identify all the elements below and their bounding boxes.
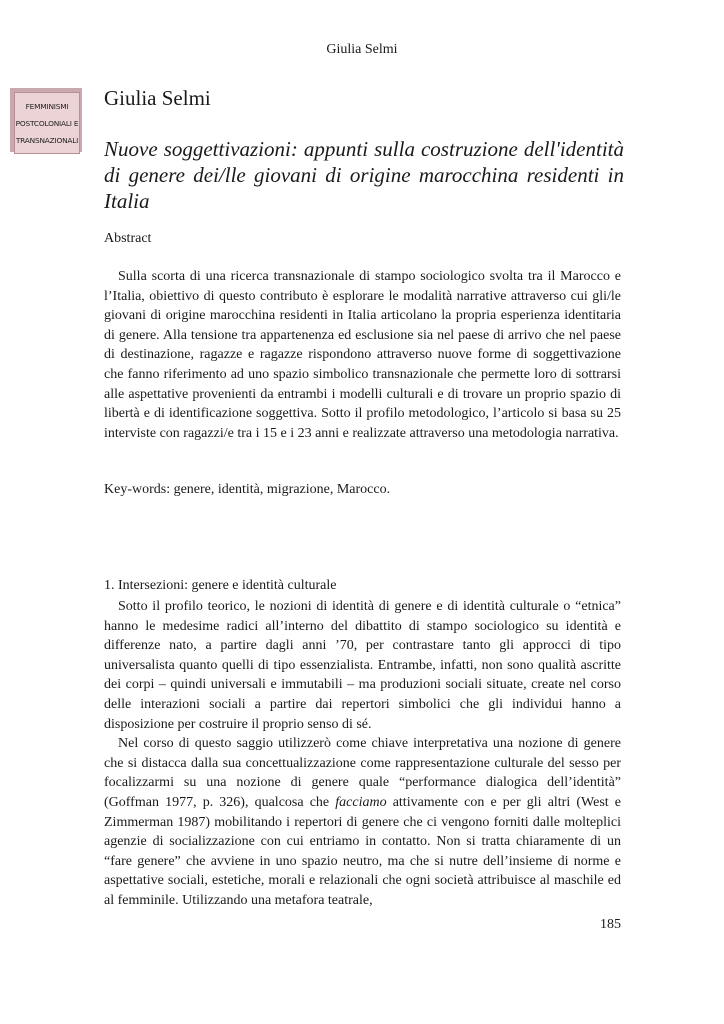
abstract-heading: Abstract [104,231,152,246]
paragraph-2-part-2: attivamente con e per gli altri (West e Zimmerman 1987) mobilitando i repertori di genere che ci vengono forniti dalle molteplici agenzie di socializzazione con cui entriamo in contatto. Non si tratta chiaramente di un “fare genere” che avviene in uno spazio neutro, ma che si nutre dell’insieme di norme e aspettative sociali, estetiche, morali e relazionali che ogni società attribuisce al maschile ed al femminile. Utilizzando una metafora teatrale, [104,794,621,908]
article-title: Nuove soggettivazioni: appunti sulla costruzione dell'identità di genere dei/lle giovani di origine marocchina residenti in Italia [104,137,624,213]
paragraph-1: Sotto il profilo teorico, le nozioni di identità di genere e di identità culturale o “etnica” hanno le medesime radici all’interno del dibattito di stampo sociologico su identità e differenze nato, a partire dagli anni ’70, per contrastare tanto gli approcci di tipo universalista quanto quelli di tipo essenzialista. Entrambe, infatti, non sono qualità ascritte dei corpi – quindi universali e immutabili – ma produzioni sociali situate, create nel corso delle interazioni sociali a partire dai repertori simbolici che gli individui hanno a disposizione per costruire il proprio senso di sé. [104,599,621,732]
series-badge [14,92,80,154]
series-badge-line-2: POSTCOLONIALI E [15,118,79,128]
abstract-text: Sulla scorta di una ricerca transnazionale di stampo sociologico svolta tra il Marocco e l’Italia, obiettivo di questo contributo è esplorare le modalità narrative attraverso cui gli/le giovani di origine marocchina residenti in Italia articolano la propria esperienza identitaria di genere. Alla tensione tra appartenenza ed esclusione sia nel paese di arrivo che nel paese di destinazione, ragazze e ragazze rispondono attraverso nuove forme di soggettivazione che fanno riferimento ad uno spazio simbolico transnazionale che permette loro di sottrarsi alle aspettative provenienti da entrambi i modelli culturali e di trovare un proprio spazio di libertà e di identificazione soggettiva. Sotto il profilo metodologico, l’articolo si basa su 25 interviste con ragazzi/e tra i 15 e i 23 anni e realizzate attraverso una metodologia narrativa. [104,269,621,441]
section-heading: 1. Intersezioni: genere e identità culturale [104,578,337,593]
series-badge-line-3: TRANSNAZIONALI [15,135,79,145]
body-text [104,597,621,911]
keywords: Key-words: genere, identità, migrazione, Marocco. [104,482,391,497]
paragraph-2-part-1: Nel corso di questo saggio utilizzerò come chiave interpretativa una nozione di genere che si distacca dalla sua concettualizzazione come rappresentazione culturale del sesso per focalizzarmi su una nozione di genere quale “performance dialogica dell’identità” (Goffman 1977, p. 326), qualcosa che [104,736,621,810]
series-badge-line-1: FEMMINISMI [25,101,69,111]
paragraph-2 [104,734,621,910]
running-head: Giulia Selmi [326,42,398,57]
paragraph-2-emphasis: facciamo [335,794,387,810]
article-author: Giulia Selmi [104,86,211,110]
page-number: 185 [600,917,621,932]
